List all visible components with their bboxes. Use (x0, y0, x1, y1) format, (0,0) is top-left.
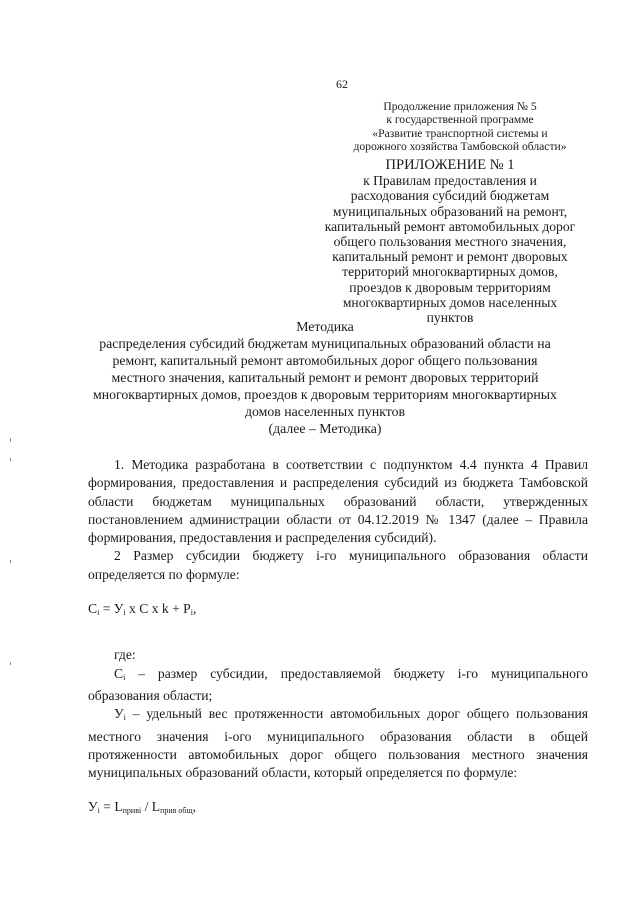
methodology-line: распределения субсидий бюджетам муниципальных образований области на (99, 336, 551, 351)
appendix-line: территорий многоквартирных домов, (342, 264, 558, 280)
definition-text: – удельный вес протяженности автомобильных дорог общего пользования местного значения i-ого муниципального образования области в общей протяженности автомобильных дорог общего пользования местного значения муниципальных образований области, который определяется по формуле: (88, 706, 588, 781)
continuation-line: к государственной программе (386, 113, 534, 127)
appendix-line: капитальный ремонт и ремонт дворовых (332, 249, 568, 265)
methodology-line: домов населенных пунктов (244, 404, 405, 419)
formula-subscript: i (97, 806, 100, 816)
appendix-heading: ПРИЛОЖЕНИЕ № 1 (385, 157, 515, 173)
formula-term: = L (99, 799, 123, 815)
scan-artifact (10, 458, 11, 461)
formula-subscript: i (190, 608, 193, 618)
formula-subscript: привi (122, 806, 142, 816)
appendix-line: муниципальных образований на ремонт, (332, 203, 568, 219)
continuation-note (340, 100, 580, 154)
appendix-line: капитальный ремонт автомобильных дорог (324, 218, 576, 234)
document-body (88, 456, 588, 821)
formula-share (88, 782, 588, 820)
continuation-line: дорожного хозяйства Тамбовской области» (353, 140, 567, 154)
formula-subscript: i (97, 608, 100, 618)
formula-term: , (192, 601, 197, 617)
symbol-yi: У (114, 706, 124, 722)
definition-yi (88, 705, 588, 782)
scan-artifact (10, 662, 11, 665)
appendix-line: проездов к дворовым территориям (349, 279, 551, 295)
methodology-line: ремонт, капитальный ремонт автомобильных дорог общего пользования (112, 353, 538, 368)
appendix-line: общего пользования местного значения, (333, 234, 567, 250)
methodology-line: многоквартирных домов, проездов к дворовым территориям многоквартирных (93, 387, 557, 402)
scan-artifact (10, 560, 11, 563)
symbol-ci: C (114, 665, 124, 681)
scan-artifact (10, 438, 11, 442)
appendix-header (300, 158, 600, 325)
formula-subsidy (88, 584, 588, 646)
paragraph-1: 1. Методика разработана в соответствии с подпунктом 4.4 пункта 4 Правил формирования, предоставления и распределения субсидий из бюджета Тамбовской области бюджетам муниципальных образований области, утвержденных постановлением администрации области от 04.12.2019 № 1347 (далее – Правила формирования, предоставления и распределения субсидий). (88, 457, 588, 546)
definition-text: – размер субсидии, предоставляемой бюджету i-го муниципального образования области; (88, 665, 588, 703)
methodology-line: (далее – Методика) (268, 421, 382, 436)
appendix-line: к Правилам предоставления и (363, 173, 537, 189)
formula-term: x C x k + P (125, 601, 191, 617)
methodology-title-block (70, 318, 580, 437)
formula-term: У (88, 799, 98, 815)
formula-subscript: i (123, 672, 126, 682)
formula-subscript: i (123, 713, 126, 723)
continuation-line: Продолжение приложения № 5 (383, 100, 537, 113)
formula-term: = У (99, 601, 124, 617)
methodology-title: Методика (296, 319, 354, 334)
appendix-line: пунктов (426, 310, 474, 326)
page-number: 62 (336, 77, 348, 91)
definition-ci (88, 665, 588, 706)
paragraph-2: 2 Размер субсидии бюджету i-го муниципального образования области определяется по формуле: (88, 548, 588, 582)
formula-term: C (88, 601, 98, 617)
formula-subscript: прив общ (160, 806, 193, 816)
methodology-line: местного значения, капитальный ремонт и ремонт дворовых территорий (111, 370, 539, 385)
where-label: где: (114, 647, 136, 663)
appendix-line: многоквартирных домов населенных (342, 294, 558, 310)
formula-subscript: i (123, 608, 126, 618)
appendix-line: расходования субсидий бюджетам (350, 188, 550, 204)
continuation-line: «Развитие транспортной системы и (372, 126, 548, 140)
formula-term: , (192, 799, 197, 815)
formula-term: / L (141, 799, 161, 815)
